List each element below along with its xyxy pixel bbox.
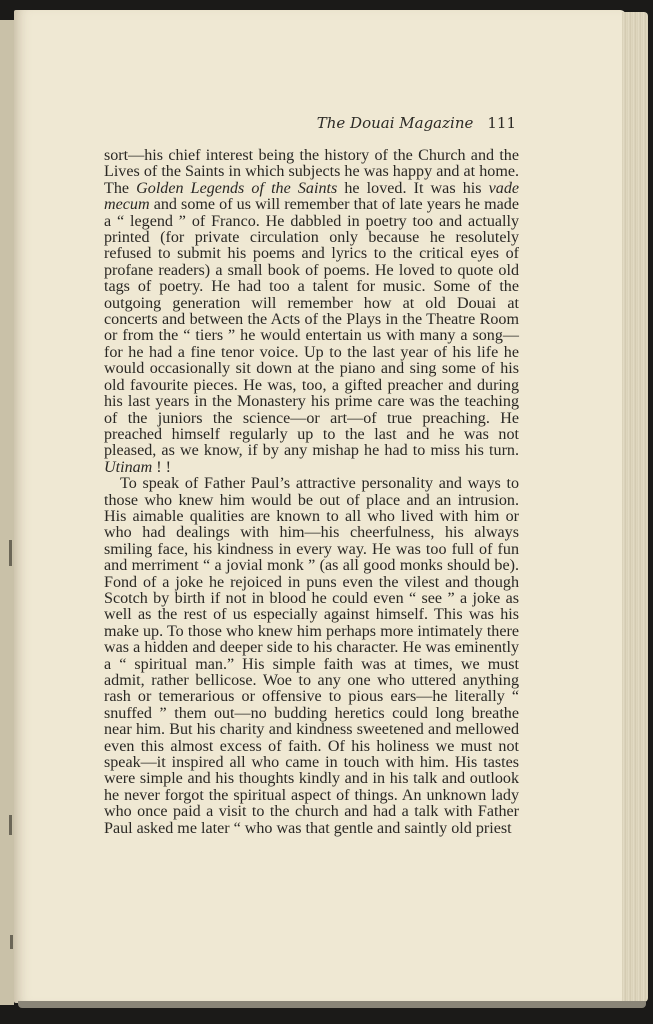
text-run: sort—his chief interest being the history of the Church and the Lives of the Saints in which subjects he was happy and at home. The	[104, 147, 519, 197]
margin-mark	[9, 815, 12, 835]
italic-title: Golden Legends of the Saints	[136, 179, 338, 197]
text-run: he loved. It was his	[337, 179, 489, 197]
text-run: and some of us will remember that of late years he made a “ legend ” of Franco. He dabbled in poetry too and actually printed (for private circulation only because he resolutely refused to submit his poems and lyrics to the critical eyes of profane readers) a small book of poems. He loved to quote old tags of poetry. He had too a talent for music. Some of the outgoing generation will remember how at old Douai at concerts and between the Acts of the Plays in the Theatre Room or from the “ tiers ” he would entertain us with many a song—for he had a fine tenor voice. Up to the last year of his life he would occasionally sit down at the piano and sing some of his old favourite pieces. He was, too, a gifted preacher and during his last years in the Monastery his prime care was the teaching of the juniors the science—or art—of true preaching. He preached himself regularly up to the last and he was not pleased, as we know, if by any mishap he had to miss his turn.	[104, 196, 519, 460]
left-page-edge	[0, 20, 14, 1005]
page-number: 111	[487, 114, 516, 132]
paragraph: To speak of Father Paul’s attractive personality and ways to those who knew him would be out of place and an intrusion. His aimable qualities are known to all who lived with him or who had dealings with him—his cheerfulness, his always smiling face, his kindness in every way. He was too full of fun and merriment “ a jovial monk ” (as all good monks should be). Fond of a joke he rejoiced in puns even the vilest and though Scotch by birth if not in blood he could even “ see ” a joke as well as the rest of us especially against himself. This was his make up. To those who knew him perhaps more intimately there was a hidden and deeper side to his character. He was eminently a “ spiritual man.” His simple faith was at times, we must admit, rather bellicose. Woe to any one who uttered anything rash or temerarious or offensive to pious ears—he literally “ snuffed ” them out—no budding heretics could long breathe near him. But his charity and kindness sweetened and mellowed even this almost excess of faith. Of his holiness we must not speak—it inspired all who came in touch with him. His tastes were simple and his thoughts kindly and in his talk and outlook he never forgot the spiritual aspect of things. An unknown lady who once paid a visit to the church and had a talk with Father Paul asked me later “ who was that gentle and saintly old priest	[104, 475, 519, 837]
italic-phrase: vade mecum	[104, 179, 520, 214]
paragraph	[104, 148, 519, 476]
running-header	[104, 114, 516, 132]
book-bottom-edge	[18, 1001, 646, 1008]
text-run: ! !	[152, 458, 172, 476]
body-text	[104, 148, 519, 837]
margin-mark	[10, 935, 13, 949]
italic-phrase: Utinam	[104, 458, 153, 476]
margin-mark	[9, 540, 12, 566]
running-title: The Douai Magazine	[316, 114, 474, 132]
page-stack-edge	[622, 12, 648, 1002]
